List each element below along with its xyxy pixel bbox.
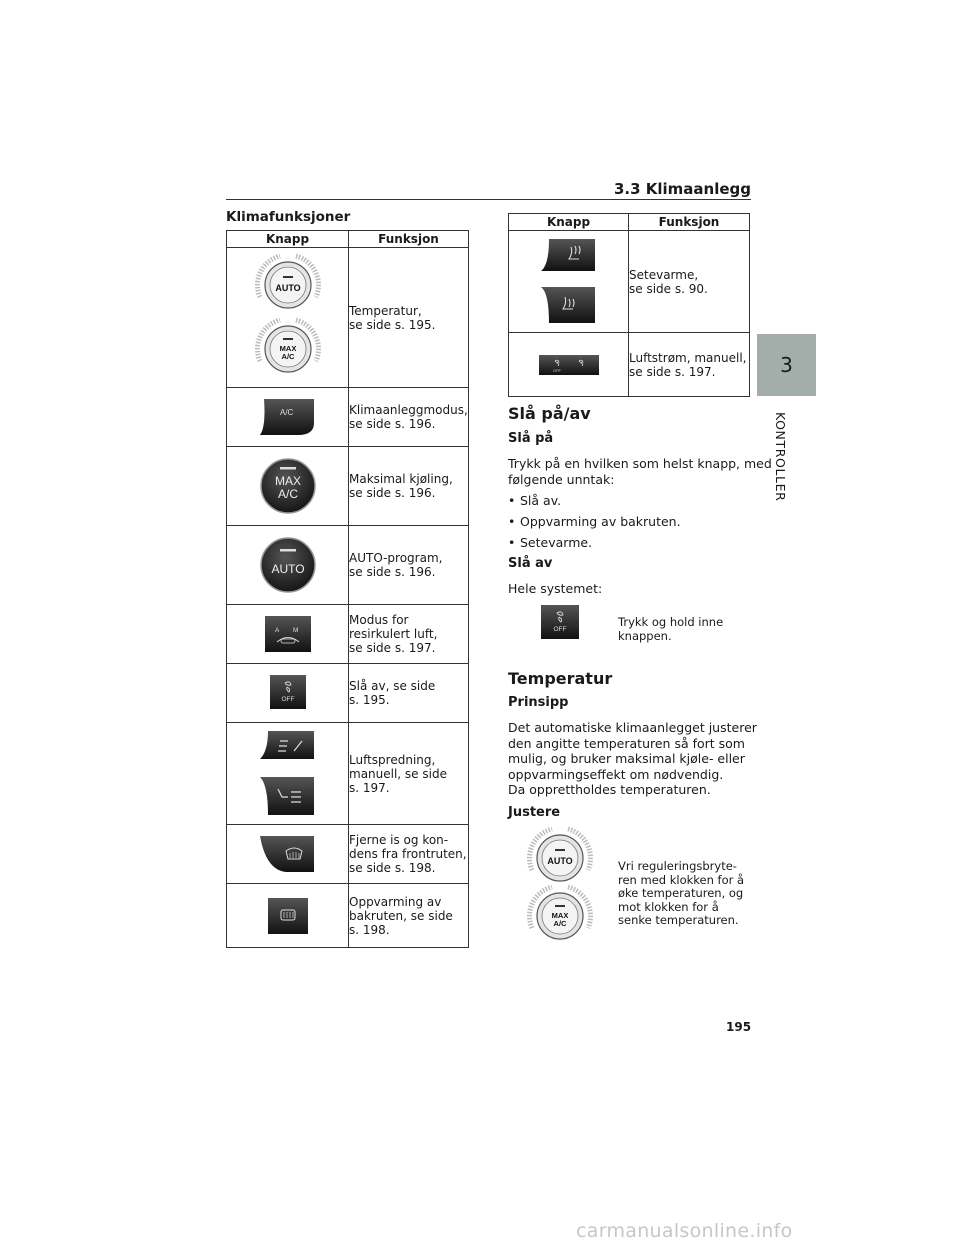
section-header: 3.3 Klimaanlegg (613, 180, 751, 198)
auto-label: AUTO (274, 282, 301, 293)
table-row (227, 248, 469, 388)
bullet-list (508, 493, 681, 556)
table-row (509, 333, 750, 397)
table-row (227, 723, 469, 825)
subtitle-adjust: Justere (508, 805, 561, 820)
table-row (227, 605, 469, 664)
chapter-name: KONTROLLER (773, 412, 788, 502)
column-header-button: Knapp (509, 214, 629, 231)
ac-button-icon (227, 388, 349, 447)
function-text: Maksimal kjøling, se side s. 196. (349, 447, 469, 526)
subtitle-on: Slå på (508, 431, 554, 446)
subtitle-principle: Prinsipp (508, 695, 569, 710)
fan-off-button-icon (540, 604, 580, 640)
off-text: Hele systemet: (508, 581, 603, 596)
svg-text:A: A (274, 627, 279, 634)
function-text: Klimaanleggmodus, se side s. 196. (349, 388, 469, 447)
section-title-temperature: Temperatur (508, 669, 613, 688)
air-distribution-buttons-icon (227, 723, 349, 825)
section-title-on-off: Slå på/av (508, 404, 591, 423)
function-text: Setevarme, se side s. 90. (629, 231, 750, 333)
table-row (227, 825, 469, 884)
list-item: • Oppvarming av bakruten. (508, 514, 681, 529)
svg-text:OFF: OFF (553, 626, 567, 633)
table-row (227, 388, 469, 447)
page-number: 195 (726, 1020, 752, 1034)
svg-text:AUTO: AUTO (270, 562, 305, 576)
function-text: Slå av, se side s. 195. (349, 664, 469, 723)
functions-table (226, 230, 469, 948)
adjust-note: Vri reguleringsbryte- ren med klokken for å øke temperaturen, og mot klokken for å senke temperaturen. (618, 859, 745, 927)
table-row (227, 526, 469, 605)
list-item: • Slå av. (508, 493, 562, 508)
left-title: Klimafunksjoner (226, 209, 351, 225)
watermark: carmanualsonline.info (576, 1220, 793, 1242)
off-note: Trykk og hold inne knappen. (618, 615, 724, 643)
fan-speed-buttons-icon (509, 333, 629, 397)
on-text: Trykk på en hvilken som helst knapp, med følgende unntak: (508, 456, 772, 487)
table-row (227, 447, 469, 526)
function-text: Fjerne is og kon- dens fra frontruten, se side s. 198. (349, 825, 469, 884)
svg-text:MAX: MAX (274, 474, 301, 488)
table-header-row (227, 231, 469, 248)
chapter-tab (757, 334, 816, 396)
function-text: Luftspredning, manuell, se side s. 197. (349, 723, 469, 825)
svg-text:OFF: OFF (281, 696, 294, 703)
ac-label: A/C (281, 351, 294, 361)
svg-text:A/C: A/C (279, 408, 293, 417)
svg-text:AUTO: AUTO (547, 856, 573, 866)
temperature-dials-icon (526, 826, 596, 946)
svg-text:MAX: MAX (551, 911, 569, 920)
svg-text:M: M (292, 627, 298, 634)
max-label: MAX (279, 343, 296, 353)
function-text: Temperatur, se side s. 195. (349, 248, 469, 388)
table-row (227, 664, 469, 723)
seat-heating-buttons-icon (509, 231, 629, 333)
column-header-function: Funksjon (349, 231, 469, 248)
recirculation-button-icon (227, 605, 349, 664)
auto-button-icon (227, 526, 349, 605)
table-row (509, 231, 750, 333)
principle-text: Det automatiske klimaanlegget justerer den angitte temperaturen så fort som mulig, og bruker maksimal kjøle- eller oppvarmingseffekt om nødvendig. Da opprettholdes temperaturen. (508, 720, 757, 797)
rear-defrost-button-icon (227, 884, 349, 948)
column-header-button: Knapp (227, 231, 349, 248)
header-rule (226, 199, 751, 200)
function-text: AUTO-program, se side s. 196. (349, 526, 469, 605)
temperature-dials-icon (227, 248, 349, 388)
chapter-number: 3 (780, 353, 793, 377)
max-ac-button-icon (227, 447, 349, 526)
function-text: Luftstrøm, manuell, se side s. 197. (629, 333, 750, 397)
functions-table-continued (508, 213, 750, 397)
list-item: • Setevarme. (508, 535, 593, 550)
table-row (227, 884, 469, 948)
subtitle-off: Slå av (508, 556, 553, 571)
fan-off-button-icon (227, 664, 349, 723)
svg-text:A/C: A/C (277, 487, 298, 501)
svg-text:A/C: A/C (553, 919, 567, 928)
function-text: Modus for resirkulert luft, se side s. 197. (349, 605, 469, 664)
svg-text:OFF: OFF (552, 367, 561, 373)
function-text: Oppvarming av bakruten, se side s. 198. (349, 884, 469, 948)
windshield-defrost-button-icon (227, 825, 349, 884)
column-header-function: Funksjon (629, 214, 750, 231)
table-header-row (509, 214, 750, 231)
